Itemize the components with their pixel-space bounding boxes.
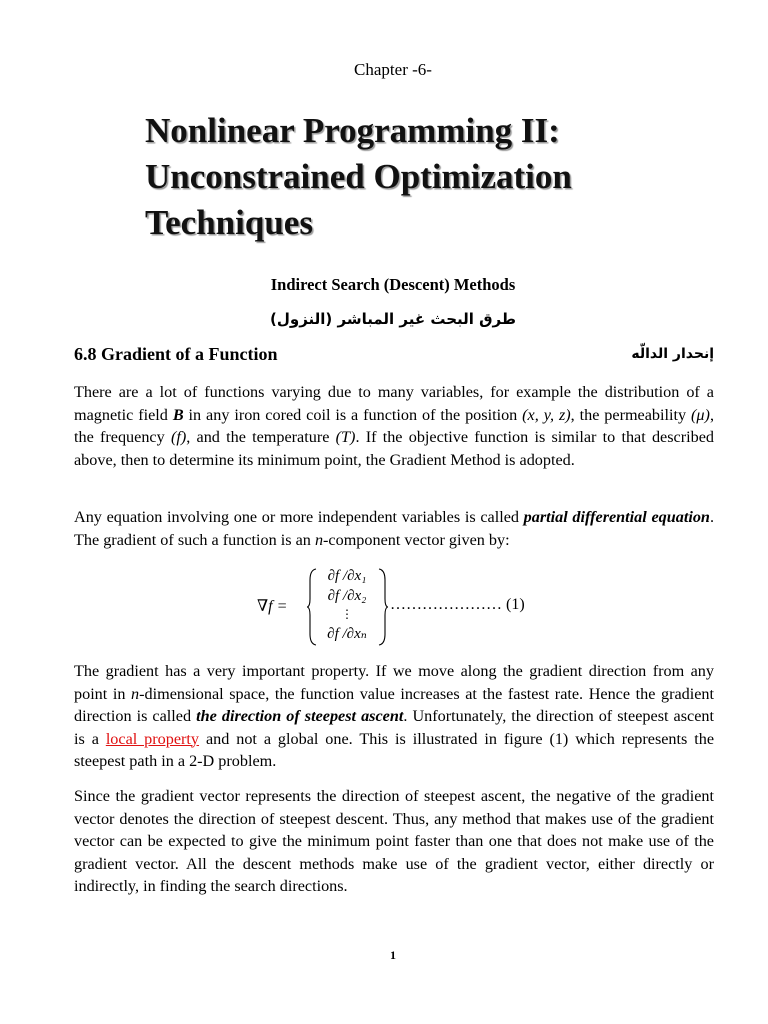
para1-text-5: , and the temperature [186,428,336,446]
gradient-vector [314,566,380,644]
para3-text-3: . Unfortunately, the direction of steepest ascent is a [74,707,714,748]
para3-text-2: -dimensional space, the function value increases at the fastest rate. Hence the gradient direction is called [74,684,715,725]
para1-symbol-mu: (μ) [691,405,710,424]
para1-symbol-f: (f) [170,428,187,446]
paragraph-2 [74,506,714,551]
title-line-1: Nonlinear Programming II: [145,111,560,150]
para1-text-3: , the permeability [570,405,692,424]
section-title: 6.8 Gradient of a Function [74,344,278,364]
equation-lhs: ∇f = [257,598,288,615]
para1-symbol-xyz: (x, y, z) [522,405,571,424]
para2-text-1: Any equation involving one or more independent variables is called [74,508,524,526]
vector-row-2: ∂f /∂x₂ [327,588,367,604]
chapter-title [145,108,705,246]
para2-text-2: . The gradient of such a function is an [74,508,714,549]
page-number: 1 [390,948,396,962]
para2-symbol-n: n [314,530,324,549]
paragraph-3 [74,660,714,773]
para1-text-1: There are a lot of functions varying due to many variables, for example the distribution of a magnetic field [74,383,714,424]
para3-emphasis: the direction of steepest ascent [196,707,404,725]
gradient-equation [250,566,550,650]
para3-text-4: and not a global one. This is illustrated in figure (1) which represents the steepest path in a 2-D problem. [74,729,715,770]
section-title-arabic: إنحدار الدالّه [631,346,714,362]
vector-row-n: ∂f /∂xₙ [327,626,367,642]
title-line-2: Unconstrained Optimization [145,157,572,196]
subtitle-arabic: طرق البحث غير المباشر (النزول) [270,310,516,328]
para2-text-3: -component vector given by: [323,530,510,549]
para2-emphasis: partial differential equation [523,508,710,526]
section-heading [74,344,714,370]
para3-symbol-n: n [131,684,140,703]
para1-text-4: , the frequency [74,405,714,446]
para1-text-2: in any iron cored coil is a function of the position [183,405,523,424]
para1-symbol-b: B [172,405,184,424]
right-brace-icon [378,568,388,646]
para1-symbol-t: (T) [335,428,356,446]
para3-text-1: The gradient has a very important property. If we move along the gradient direction from any point in [74,662,714,703]
paragraph-1 [74,381,714,471]
subtitle: Indirect Search (Descent) Methods [270,275,516,294]
equation-number: ………………… (1) [390,596,525,613]
vector-row-1: ∂f /∂x₁ [327,568,367,584]
paragraph-4: Since the gradient vector represents the direction of steepest ascent, the negative of the gradient vector denotes the direction of steepest descent. Thus, any method that makes use of the gradient vector can be expected to give the minimum point faster than one that does not make use of the gradient vector. All the descent methods make use of the gradient vector, either directly or indirectly, in finding the search directions. [74,787,714,895]
local-property-link[interactable]: local property [105,729,200,748]
vector-row-dots: ⋮ [341,607,353,621]
title-line-3: Techniques [145,203,313,242]
chapter-label: Chapter -6- [354,60,432,79]
para1-text-6: . If the objective function is similar to that described above, then to determine its minimum point, the Gradient Method is adopted. [74,428,714,469]
